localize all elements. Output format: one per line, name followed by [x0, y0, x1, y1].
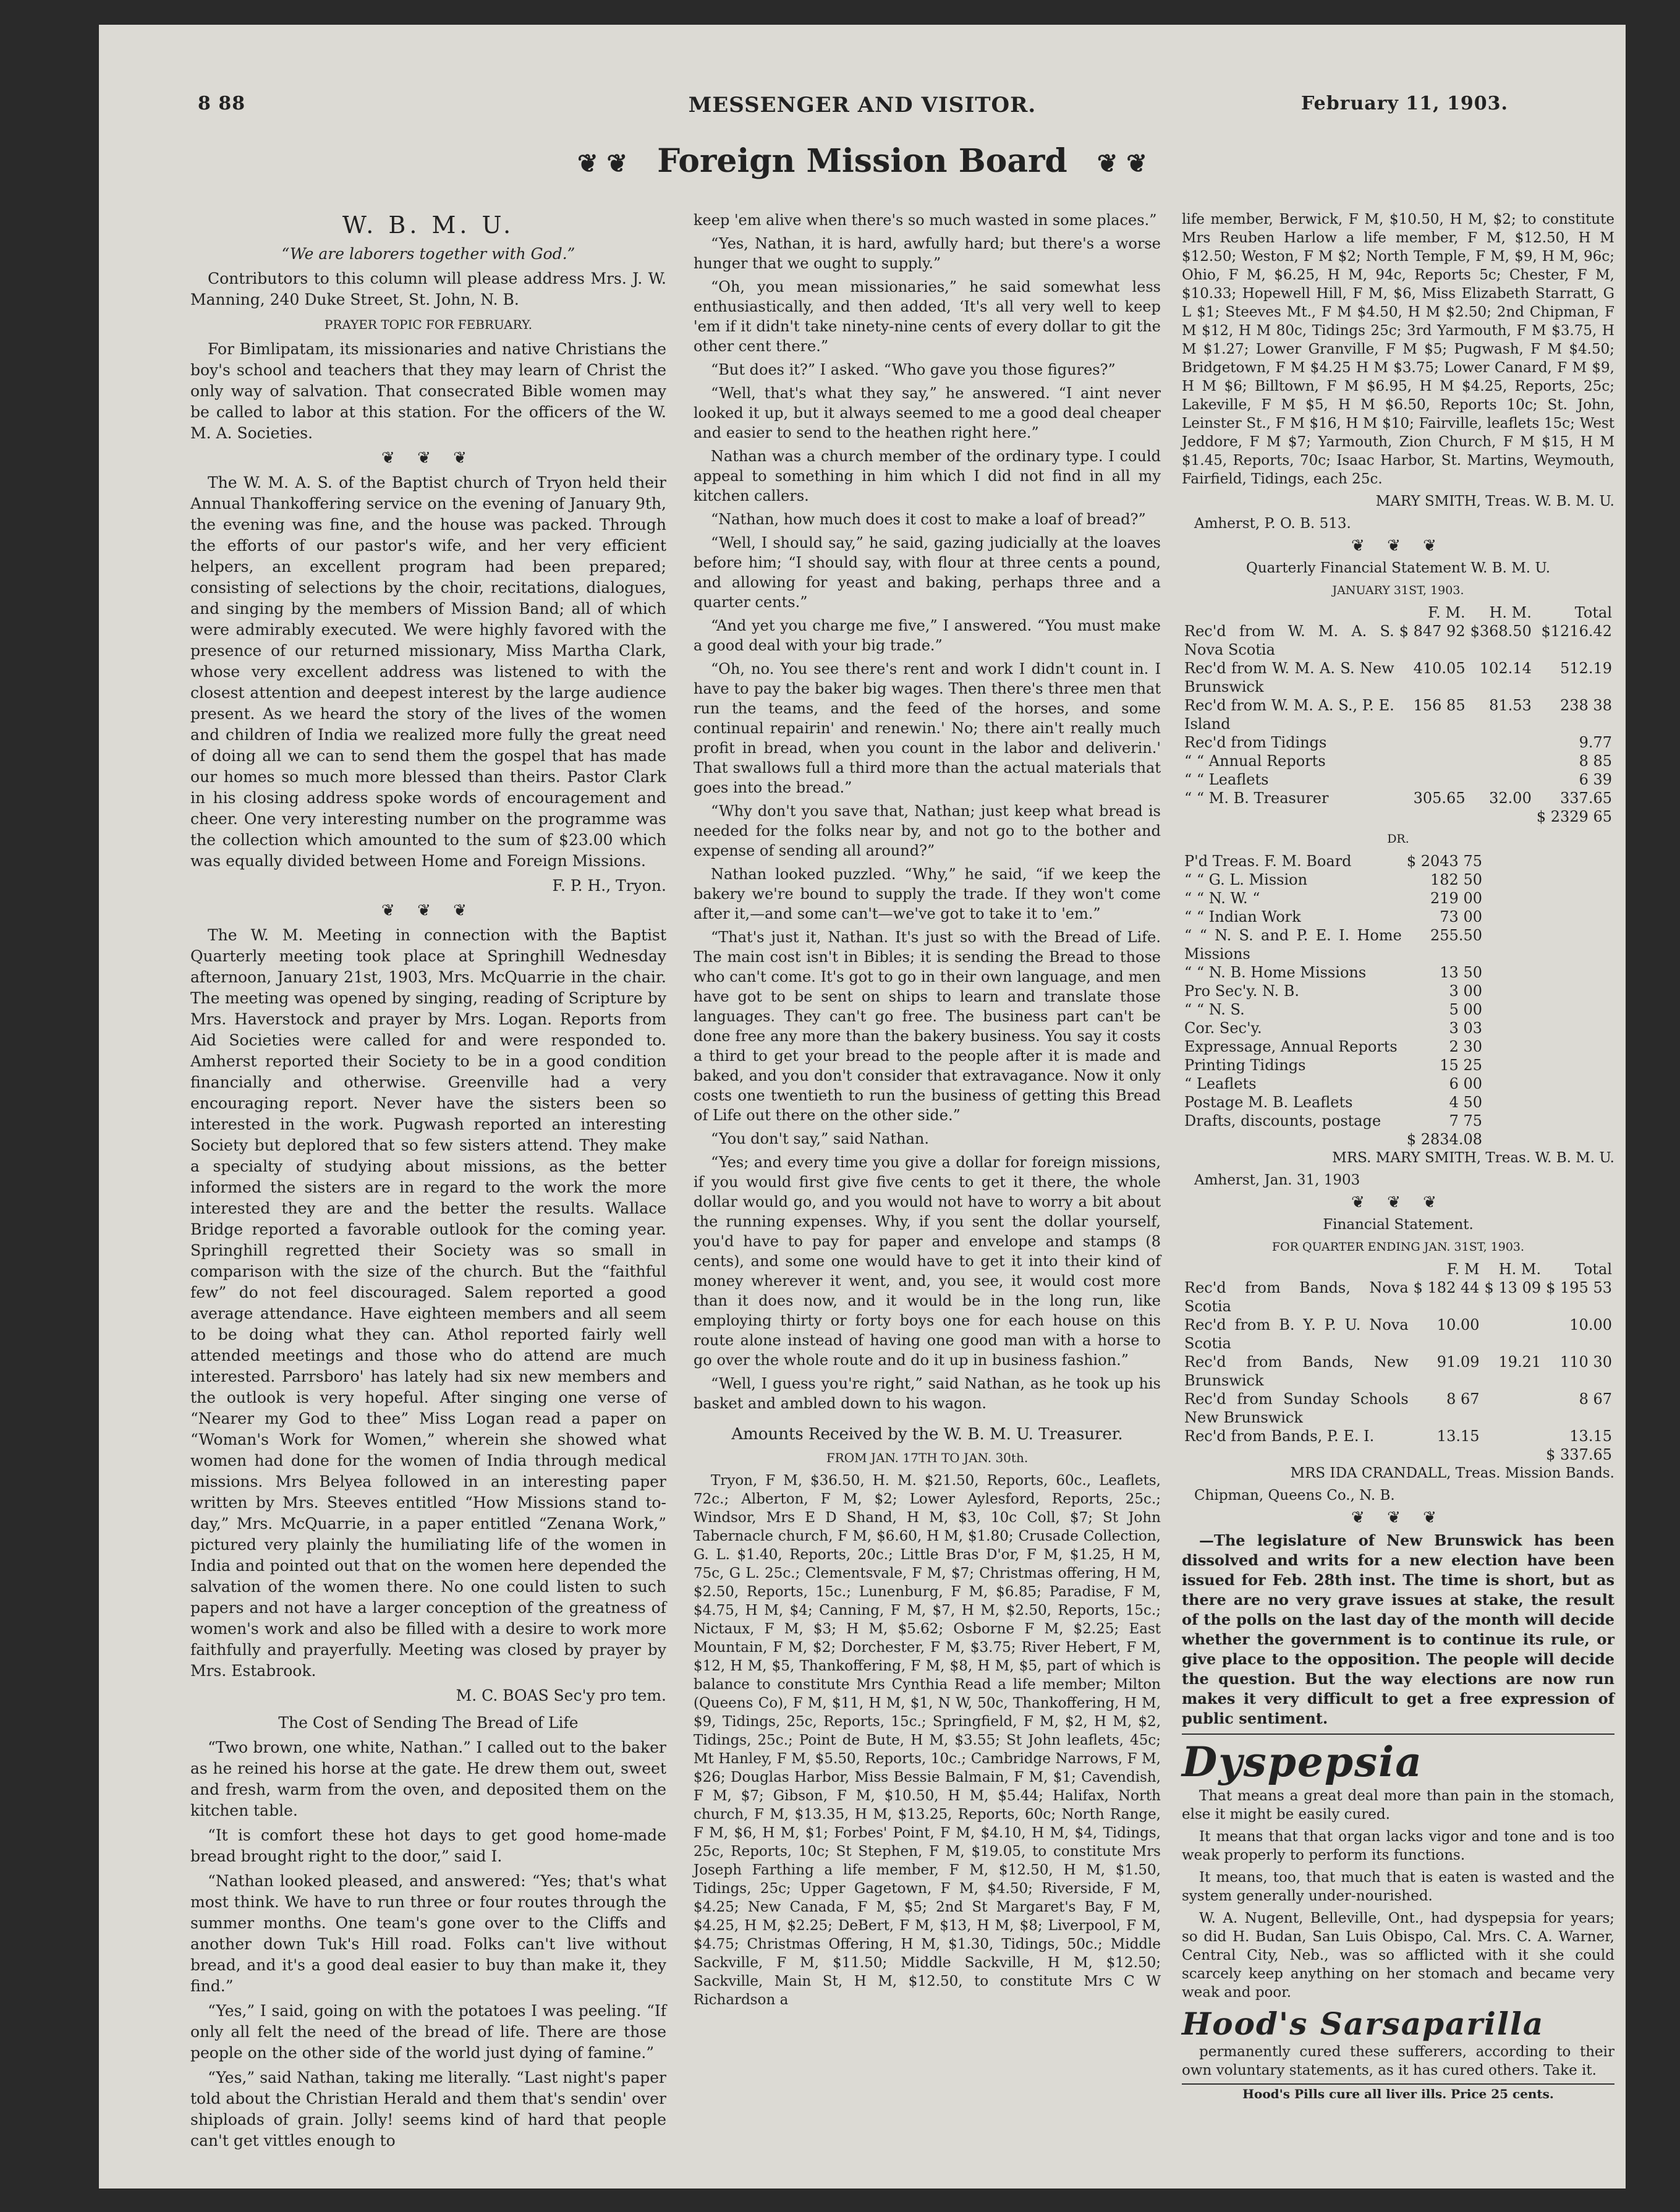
amounts-signature: MARY SMITH, Treas. W. B. M. U.	[1375, 493, 1614, 509]
table-row: Pro Sec'y. N. B. 3 00	[1184, 982, 1482, 1000]
wbmu-title: W. B. M. U.	[342, 211, 515, 239]
table-row: Printing Tidings 15 25	[1184, 1057, 1482, 1074]
dr-heading: DR.	[1387, 832, 1409, 846]
section-title: ❦ ❦ Foreign Mission Board ❦ ❦	[577, 142, 1147, 180]
dr-signature: MRS. MARY SMITH, Treas. W. B. M. U.	[1332, 1150, 1614, 1166]
table-total-row: $ 337.65	[1546, 1446, 1612, 1463]
quarterly-date: JANUARY 31ST, 1903.	[1332, 584, 1464, 597]
table-row: “ “ Leaflets 6 39	[1184, 771, 1612, 788]
story-title: The Cost of Sending The Bread of Life	[278, 1714, 579, 1732]
table-row: Rec'd from Bands, Nova Scotia $ 182 44 $ 13 09 $ 195 53	[1184, 1279, 1612, 1315]
amounts-list: Tryon, F M, $36.50, H. M. $21.50, Reports, 60c., Leaflets, 72c.; Alberton, F M, $2; Lower Aylesford, Reports, 25c.; Windsor, Mrs E D Shand, H M, $3, 10c Coll, $7; St John Tabernacle church, F M, $6.60, H M, $1.80; Crusade Collection, G. L. $1.40, Reports, 20c.; Little Bras D'or, F M, $1.25, H M, 75c, G L. 25c.; Clementsvale, F M, $7; Christmas offering, H M, $2.50, Reports, 15c.; Lunenburg, F M, $6.85; Paradise, F M, $4.75, H M, $4; Canning, F M, $7, H M, $2.50, Reports, 15c.; Nictaux, F M, $3; H M, $5.62; Osborne F M, $2.25; East Mountain, F M, $2; Dorchester, F M, $3.75; River Hebert, F M, $12, H M, $5, Thankoffering, F M, $8, H M, $5, part of which is balance to constitute Mrs Cynthia Read a life member; Milton (Queens Co), F M, $11, H M, $1, N W, 50c, Thankoffering, H M, $9, Tidings, 25c, Reports, 15c.; Springfield, F M, $2, H M, $2, Tidings, 25c.; Point de Bute, H M, $3.55; St John leaflets, 45c; Mt Hanley, F M, $5.50, Reports, 10c.; Cambridge Narrows, F M, $26; Douglas Harbor, Miss Bessie Balmain, F M, $1; Cavendish, F M, $7; Gibson, F M, $10.50, H M, $5.44; Halifax, North church, F M, $13.35, H M, $13.25, Reports, 60c; North Range, F M, $6, H M, $1; Forbes' Point, F M, $4.10, H M, $4, Tidings, 25c, Reports, 10c; St Stephen, F M, $19.05, to constitute Mrs Joseph Farthing a life member, F M, $12.50, H M, $1.50, Tidings, 25c; Upper Gagetown, F M, $4.50; Riverside, F M, $4.25; New Canada, F M, $5; 2nd St Margaret's Bay, F M, $4.25, H M, $2.25; DeBert, F M, $13, H M, $8; Liverpool, F M, $4.75; Christmas Offering, H M, $1.30, Tidings, 50c.; Middle Sackville, F M, $11.50; Middle Sackville, H M, $12.50; Sackville, Main St, H M, $12.50, to constitute Mrs C W Richardson a	[694, 1473, 1161, 2008]
story-paragraph: “Yes, Nathan, it is hard, awfully hard; but there's a worse hunger that we ought to supply.”	[694, 235, 1161, 272]
column-middle	[694, 210, 1161, 2013]
story-paragraph: “And yet you charge me five,” I answered. “You must make a good deal with your big trade.”	[694, 617, 1161, 654]
table-row: “ “ N. S. and P. E. I. Home Missions 255.50	[1184, 927, 1482, 963]
table-row: Postage M. B. Leaflets 4 50	[1184, 1094, 1482, 1111]
legislature-notice: —The legislature of New Brunswick has been dissolved and writs for a new election have been issued for Feb. 28th inst. The time is short, but as there are no very grave issues at stake, the result of the polls on the last day of the month will decide whether the government is to continue its rule, or give place to the opposition. The people will decide the question. But the way elections are now run makes it very difficult to get a free expression of public sentiment.	[1182, 1531, 1614, 1727]
story-paragraph: “That's just it, Nathan. It's just so with the Bread of Life. The main cost isn't in Bibles; it is sending the Bread to those who can't come. It's got to go in their own language, and men have got to be sent on ships to learn and translate those languages. They can't go free. The business part can't be done free any more than the bakery business. You say it costs a third to get your bread to the people after it is made and baked, and you don't consider that extravagance. Now it only costs one twentieth to run the business of getting this Bread of Life out there on the other side.”	[694, 929, 1161, 1124]
table-row: Rec'd from Bands, New Brunswick 91.09 19.21 110 30	[1184, 1353, 1612, 1389]
amounts-title: Amounts Received by the W. B. M. U. Treasurer.	[731, 1425, 1123, 1444]
column-left	[190, 210, 666, 2155]
table-row: Rec'd from B. Y. P. U. Nova Scotia 10.00 10.00	[1184, 1316, 1612, 1352]
amounts-place: Amherst, P. O. B. 513.	[1194, 516, 1351, 532]
ad-paragraph: It means, too, that much that is eaten is wasted and the system generally under-nourished.	[1182, 1870, 1614, 1904]
story-paragraph: “But does it?” I asked. “Who gave you those figures?”	[711, 361, 1116, 378]
ad-paragraph: permanently cured these sufferers, according to their own voluntary statements, as it has cured others. Take it.	[1182, 2044, 1614, 2078]
table-row: “ “ G. L. Mission 182 50	[1184, 871, 1482, 888]
story-paragraph: “Nathan, how much does it cost to make a loaf of bread?”	[711, 511, 1146, 528]
masthead: MESSENGER AND VISITOR.	[688, 93, 1037, 117]
leaf-ornament-icon: ❦ ❦	[577, 149, 628, 178]
page-number: 8 88	[198, 93, 246, 114]
table-row: “ “ M. B. Treasurer 305.65 32.00 337.65	[1184, 789, 1612, 807]
dr-place: Amherst, Jan. 31, 1903	[1194, 1172, 1360, 1188]
leaf-ornament-icon: ❦ ❦	[1097, 149, 1147, 178]
table-row: “ “ Annual Reports 8 85	[1184, 752, 1612, 770]
bands-table	[1182, 1260, 1614, 1464]
story-paragraph: Nathan was a church member of the ordinary type. I could appeal to something in him which I did not find in all my kitchen callers.	[694, 448, 1161, 504]
table-header-row: F. M. H. M. Total	[1428, 604, 1612, 621]
meeting-signature: M. C. BOAS Sec'y pro tem.	[456, 1687, 666, 1704]
amounts-list-continued: life member, Berwick, F M, $10.50, H M, $2; to constitute Mrs Reuben Harlow a life member, F M, $12.50, H M $12.50; Weston, F M $2; North Temple, F M, $9, H M, 96c; Ohio, F M, $6.25, H M, 94c, Reports 5c; Chester, F M, $10.33; Hopewell Hill, F M, $6, Miss Elizabeth Starratt, G L $1; Steeves Mt., F M $4.50, H M $2.50; 2nd Chipman, F M $12, H M 80c, Tidings 25c; 3rd Yarmouth, F M $3.75, H M $1.27; Lower Granville, F M $5; Pugwash, F M $4.50; Bridgetown, F M $4.25 H M $3.75; Lower Canard, F M $9, H M $6; Billtown, F M $6.95, H M $4.25, Reports, 25c; Lakeville, F M $5, H M $6.50, Reports 10c; St. John, Leinster St., F M $16, H M $10; Fairville, leaflets 15c; West Jeddore, F M $7; Yarmouth, Zion Church, F M $15, H M $1.45, Reports, 70c; Isaac Harbor, St. Martins, Weymouth, Fairfield, Tidings, each 25c.	[1182, 211, 1614, 487]
amounts-dates: FROM JAN. 17TH TO JAN. 30th.	[826, 1450, 1029, 1465]
prayer-topic: For Bimlipatam, its missionaries and native Christians the boy's school and teachers that they may learn of Christ the only way of salvation. That consecrated Bible women may be called to labor at this station. For the officers of the W. M. A. Societies.	[190, 340, 666, 442]
ornament-icon: ❦ ❦ ❦	[1351, 537, 1445, 555]
ad-paragraph: W. A. Nugent, Belleville, Ont., had dyspepsia for years; so did H. Budan, San Luis Obispo, Cal. Mrs. C. A. Warner, Central City, Neb., was so afflicted with it she could scarcely keep anything on her stomach and became very weak and poor.	[1182, 1910, 1614, 2001]
story-paragraph: Nathan looked puzzled. “Why,” he said, “if we keep the bakery we're bound to supply the trade. If they won't come after it,—and some can't—we've got to take it to 'em.”	[694, 866, 1161, 922]
table-row: Cor. Sec'y. 3 03	[1184, 1019, 1482, 1037]
story-paragraph: “Well, I should say,” he said, gazing judicially at the loaves before him; “I should say, with flour at three cents a pound, and allowing for yeast and baking, perhaps three and a quarter cents.”	[694, 534, 1161, 611]
story-paragraph: “Oh, no. You see there's rent and work I didn't count in. I have to pay the baker big wages. Then there's three men that run the teams, and the feed of the horses, and some continual repairin' and renewin.' No; there ain't really much profit in bread, when you count in the labor and deliverin.' That swallows full a third more than the actual materials that goes into the bread.”	[694, 660, 1161, 796]
wbmu-motto: “We are laborers together with God.”	[281, 245, 575, 263]
ad-brand: Hood's Sarsaparilla	[1182, 2006, 1545, 2042]
table-row: P'd Treas. F. M. Board $ 2043 75	[1184, 853, 1482, 870]
bands-place: Chipman, Queens Co., N. B.	[1194, 1487, 1395, 1504]
story-paragraph: “Why don't you save that, Nathan; just keep what bread is needed for the folks near by, and not go to the bother and expense of sending all around?”	[694, 802, 1161, 859]
table-row: “ “ Indian Work 73 00	[1184, 908, 1482, 925]
table-row: Rec'd from Tidings 9.77	[1184, 734, 1612, 751]
story-paragraph: “Yes,” said Nathan, taking me literally. “Last night's paper told about the Christian Herald and them that's sendin' over shiploads of grain. Jolly! seems kind of hard that people can't get vittles enough to	[190, 2069, 666, 2150]
story-paragraph: “Yes,” I said, going on with the potatoes I was peeling. “If only all felt the need of the bread of life. There are those people on the other side of the world just dying of famine.”	[190, 2002, 666, 2062]
financial-title: Financial Statement.	[1323, 1217, 1474, 1233]
table-row: Rec'd from W. M. A. S. Nova Scotia $ 847 92 $368.50 $1216.42	[1184, 623, 1612, 658]
ornament-icon: ❦ ❦ ❦	[1351, 1193, 1445, 1212]
story-paragraph: “Well, that's what they say,” he answered. “I aint never looked it up, but it always seemed to me a good deal cheaper and easier to send to the heathen right here.”	[694, 385, 1161, 441]
table-row: “ “ N. B. Home Missions 13 50	[1184, 964, 1482, 981]
hoods-advertisement	[1182, 1733, 1614, 2103]
tryon-report: The W. M. A. S. of the Baptist church of Tryon held their Annual Thankoffering service on the evening of January 9th, the evening was fine, and the house was packed. Through the efforts of our pastor's wife, and her very efficient helpers, an excellent program had been prepared; consisting of selections by the choir, recitations, dialogues, and singing by the members of Mission Band; all of which were admirably executed. We were highly favored with the presence of our returned missionary, Miss Martha Clark, whose very excellent address was listened to with the closest attention and deepest interest by the large audience present. As we heard the story of the lives of the women and children of India we realized more fully the great need of doing all we can to send them the gospel that has made our homes so much more blessed than theirs. Pastor Clark in his closing address spoke words of encouragement and cheer. One very interesting number on the programme was the collection which amounted to the sum of $23.00 which was equally divided between Home and Foreign Missions.	[190, 474, 666, 870]
table-row: Drafts, discounts, postage 7 75	[1184, 1112, 1482, 1129]
table-header-row: F. M H. M. Total	[1446, 1261, 1612, 1278]
bands-signature: MRS IDA CRANDALL, Treas. Mission Bands.	[1290, 1465, 1614, 1481]
ad-headline: Dyspepsia	[1182, 1738, 1423, 1786]
table-total-row: $ 2834.08	[1406, 1131, 1482, 1148]
story-paragraph: “Nathan looked pleased, and answered: “Yes; that's what most think. We have to run three or four routes through the summer months. One team's gone over to the Cliffs and another down Tuk's Hill road. Folks can't live without bread, and it's a good deal easier to buy than make it, they find.”	[190, 1872, 666, 1995]
ad-paragraph: That means a great deal more than pain in the stomach, else it might be easily cured.	[1182, 1788, 1614, 1823]
prayer-heading: PRAYER TOPIC FOR FEBRUARY.	[324, 317, 533, 332]
newspaper-page	[99, 25, 1626, 2189]
ad-footer: Hood's Pills cure all liver ills. Price 25 cents.	[1182, 2083, 1614, 2103]
column-right	[1182, 210, 1614, 2107]
table-row: Rec'd from W. M. A. S., P. E. Island 156 85 81.53 238 38	[1184, 697, 1612, 733]
story-paragraph: “Oh, you mean missionaries,” he said somewhat less enthusiastically, and then added, ‘It's all very well to keep 'em if it didn't take ninety-nine cents of every dollar to git the other cent there.”	[694, 278, 1161, 355]
springhill-meeting-report: The W. M. Meeting in connection with the Baptist Quarterly meeting took place at Springhill Wednesday afternoon, January 21st, 1903, Mrs. McQuarrie in the chair. The meeting was opened by singing, reading of Scripture by Mrs. Haverstock and prayer by Mrs. Logan. Reports from Aid Societies were called for and were responded to. Amherst reported their Society to be in a good condition financially and otherwise. Greenville had a very encouraging report. Never have the sisters been so interested in the work. Pugwash reported an interesting Society but deplored that so few sisters attend. They make a specialty of studying about missions, as the better informed the sisters are in regard to the work the more interested they are and the better the results. Wallace Bridge reported a favorable outlook for the coming year. Springhill regretted their Society was so small in comparison with the size of the church. But the “faithful few” do not feel discouraged. Salem reported a good average attendance. Have eighteen members and all seem to be doing what they can. Athol reported fairly well attended meetings and those who do attend are much interested. Parrsboro' has lately had six new members and the outlook is very hopeful. After singing one verse of “Nearer my God to thee” Miss Logan read a paper on “Woman's Work for Women,” wherein she showed what women had done for the women of India through medical missions. Mrs Belyea followed in an interesting paper written by Mrs. Steeves entitled “How Missions stand to-day,” Mrs. McQuarrie, in a paper entitled “Zenana Work,” pictured very plainly the humiliating life of the women in India and pointed out that on the women here depended the salvation of the women there. No one could listen to such papers and not have a larger conception of the greatness of women's work and also be filled with a desire to work more faithfully and prayerfully. Meeting was closed by prayer by Mrs. Estabrook.	[190, 926, 666, 1680]
story-paragraph: “It is comfort these hot days to get good home-made bread brought right to the door,” said I.	[190, 1826, 666, 1865]
story-paragraph: keep 'em alive when there's so much wasted in some places.”	[694, 211, 1157, 229]
disbursements-table	[1182, 852, 1485, 1149]
table-row: “ “ N. W. “ 219 00	[1184, 890, 1482, 907]
tryon-signature: F. P. H., Tryon.	[552, 877, 666, 895]
ornament-icon: ❦ ❦ ❦	[381, 449, 475, 467]
ornament-icon: ❦ ❦ ❦	[1351, 1508, 1445, 1527]
table-row: “ Leaflets 6 00	[1184, 1075, 1482, 1092]
story-paragraph: “You don't say,” said Nathan.	[711, 1130, 929, 1147]
story-paragraph: “Well, I guess you're right,” said Nathan, as he took up his basket and ambled down to his wagon.	[694, 1375, 1161, 1412]
contributors-note: Contributors to this column will please address Mrs. J. W. Manning, 240 Duke Street, St. John, N. B.	[190, 270, 666, 308]
issue-date: February 11, 1903.	[1300, 93, 1508, 114]
table-row: Rec'd from Sunday Schools New Brunswick 8 67 8 67	[1184, 1390, 1612, 1426]
story-paragraph: “Two brown, one white, Nathan.” I called out to the baker as he reined his horse at the gate. He drew them out, sweet and fresh, warm from the oven, and deposited them on the kitchen table.	[190, 1738, 666, 1819]
table-row: “ “ N. S. 5 00	[1184, 1001, 1482, 1018]
quarterly-title: Quarterly Financial Statement W. B. M. U.	[1245, 560, 1551, 576]
ad-paragraph: It means that that organ lacks vigor and tone and is too weak properly to perform its functions.	[1182, 1829, 1614, 1863]
quarterly-table	[1182, 603, 1614, 826]
table-row: Expressage, Annual Reports 2 30	[1184, 1038, 1482, 1055]
table-row: Rec'd from Bands, P. E. I. 13.15 13.15	[1184, 1427, 1612, 1445]
financial-date: FOR QUARTER ENDING JAN. 31ST, 1903.	[1271, 1240, 1525, 1254]
ornament-icon: ❦ ❦ ❦	[381, 901, 475, 920]
story-paragraph: “Yes; and every time you give a dollar for foreign missions, if you would first give five cents to get it there, the whole dollar would go, and you would not have to worry a bit about the running expenses. Why, if you sent the dollar yourself, you'd have to pay for paper and envelope and stamps (8 cents), and some one would have to get it into their kind of money wherever it went, and, you see, it would cost more than it does now, and it would be in the long run, like employing thirty or forty boys one for each house on this route alone instead of having one good man with a horse to go over the whole route and do it up in business fashion.”	[694, 1154, 1161, 1369]
table-row: Rec'd from W. M. A. S. New Brunswick 410.05 102.14 512.19	[1184, 660, 1612, 696]
table-total-row: $ 2329 65	[1536, 808, 1612, 825]
